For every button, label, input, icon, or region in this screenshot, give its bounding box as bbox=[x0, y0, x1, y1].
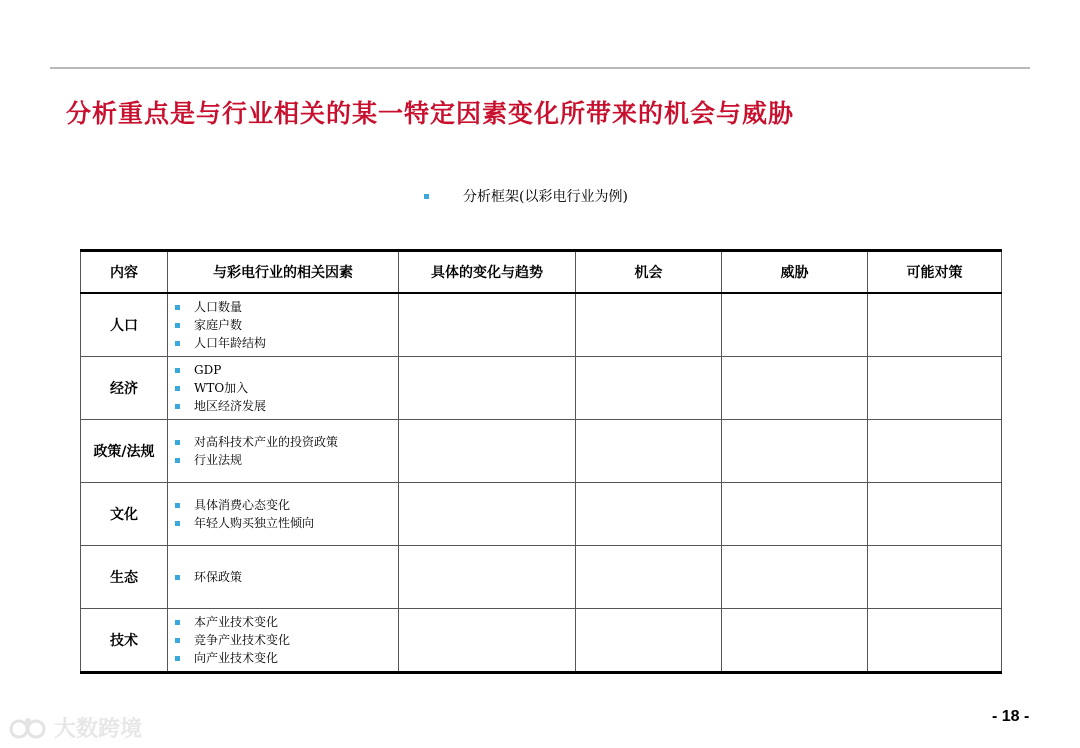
list-item bbox=[175, 568, 398, 586]
factors-cell bbox=[168, 420, 399, 483]
empty-cell bbox=[399, 483, 576, 546]
table-row bbox=[81, 546, 1002, 609]
empty-cell bbox=[576, 420, 722, 483]
empty-cell bbox=[576, 357, 722, 420]
list-item bbox=[175, 496, 398, 514]
empty-cell bbox=[399, 609, 576, 673]
factor-text: 行业法规 bbox=[194, 453, 243, 467]
factor-text: 竞争产业技术变化 bbox=[194, 633, 291, 647]
header-opportunities: 机会 bbox=[576, 251, 722, 294]
factor-text: 家庭户数 bbox=[194, 318, 243, 332]
analysis-framework-table bbox=[80, 249, 1002, 674]
list-item bbox=[175, 397, 398, 415]
row-category: 经济 bbox=[81, 357, 168, 420]
factors-cell bbox=[168, 546, 399, 609]
factor-list bbox=[168, 361, 398, 415]
list-item bbox=[175, 316, 398, 334]
empty-cell bbox=[399, 357, 576, 420]
factor-text: 地区经济发展 bbox=[194, 399, 267, 413]
square-bullet-icon bbox=[175, 386, 180, 391]
header-content: 内容 bbox=[81, 251, 168, 294]
square-bullet-icon bbox=[175, 521, 180, 526]
list-item bbox=[175, 433, 398, 451]
table-row bbox=[81, 483, 1002, 546]
list-item bbox=[175, 361, 398, 379]
page-number: - 18 - bbox=[992, 708, 1030, 725]
empty-cell bbox=[722, 483, 868, 546]
empty-cell bbox=[722, 293, 868, 357]
factor-text: GDP bbox=[194, 363, 222, 377]
factor-text: 向产业技术变化 bbox=[194, 651, 279, 665]
factor-list bbox=[168, 568, 398, 586]
square-bullet-icon bbox=[175, 575, 180, 580]
square-bullet-icon bbox=[175, 404, 180, 409]
square-bullet-icon bbox=[175, 656, 180, 661]
list-item bbox=[175, 334, 398, 352]
framework-subtitle bbox=[424, 186, 628, 206]
empty-cell bbox=[868, 546, 1002, 609]
factor-list bbox=[168, 496, 398, 532]
square-bullet-icon bbox=[175, 323, 180, 328]
factors-cell bbox=[168, 357, 399, 420]
header-changes-trends: 具体的变化与趋势 bbox=[399, 251, 576, 294]
square-bullet-icon bbox=[175, 305, 180, 310]
empty-cell bbox=[722, 357, 868, 420]
factor-text: 环保政策 bbox=[194, 570, 243, 584]
empty-cell bbox=[868, 609, 1002, 673]
factor-text: 人口数量 bbox=[194, 300, 243, 314]
factors-cell bbox=[168, 609, 399, 673]
framework-subtitle-text: 分析框架(以彩电行业为例) bbox=[463, 189, 628, 205]
watermark bbox=[8, 712, 142, 743]
factor-list bbox=[168, 298, 398, 352]
factor-text: 本产业技术变化 bbox=[194, 615, 279, 629]
square-bullet-icon bbox=[175, 341, 180, 346]
header-threats: 威胁 bbox=[722, 251, 868, 294]
list-item bbox=[175, 379, 398, 397]
square-bullet-icon bbox=[424, 194, 429, 199]
row-category: 文化 bbox=[81, 483, 168, 546]
table-row bbox=[81, 293, 1002, 357]
empty-cell bbox=[868, 293, 1002, 357]
header-related-factors: 与彩电行业的相关因素 bbox=[168, 251, 399, 294]
empty-cell bbox=[399, 293, 576, 357]
empty-cell bbox=[576, 546, 722, 609]
factors-cell bbox=[168, 293, 399, 357]
watermark-logo-icon bbox=[8, 716, 50, 740]
factors-cell bbox=[168, 483, 399, 546]
factor-text: WTO加入 bbox=[194, 381, 249, 395]
row-category: 人口 bbox=[81, 293, 168, 357]
empty-cell bbox=[576, 483, 722, 546]
factor-text: 年轻人购买独立性倾向 bbox=[194, 516, 315, 530]
list-item bbox=[175, 298, 398, 316]
row-category: 政策/法规 bbox=[81, 420, 168, 483]
factor-list bbox=[168, 433, 398, 469]
factor-text: 对高科技术产业的投资政策 bbox=[194, 435, 339, 449]
square-bullet-icon bbox=[175, 620, 180, 625]
empty-cell bbox=[722, 546, 868, 609]
empty-cell bbox=[399, 546, 576, 609]
list-item bbox=[175, 613, 398, 631]
square-bullet-icon bbox=[175, 458, 180, 463]
factor-text: 具体消费心态变化 bbox=[194, 498, 291, 512]
square-bullet-icon bbox=[175, 638, 180, 643]
empty-cell bbox=[868, 357, 1002, 420]
square-bullet-icon bbox=[175, 368, 180, 373]
table-row bbox=[81, 357, 1002, 420]
empty-cell bbox=[868, 420, 1002, 483]
slide-title: 分析重点是与行业相关的某一特定因素变化所带来的机会与威胁 bbox=[66, 99, 795, 128]
empty-cell bbox=[576, 293, 722, 357]
list-item bbox=[175, 631, 398, 649]
empty-cell bbox=[399, 420, 576, 483]
table-row bbox=[81, 609, 1002, 673]
square-bullet-icon bbox=[175, 440, 180, 445]
list-item bbox=[175, 649, 398, 667]
header-countermeasures: 可能对策 bbox=[868, 251, 1002, 294]
empty-cell bbox=[722, 420, 868, 483]
empty-cell bbox=[868, 483, 1002, 546]
row-category: 技术 bbox=[81, 609, 168, 673]
factor-text: 人口年龄结构 bbox=[194, 336, 267, 350]
square-bullet-icon bbox=[175, 503, 180, 508]
table-header-row bbox=[81, 251, 1002, 294]
list-item bbox=[175, 514, 398, 532]
empty-cell bbox=[722, 609, 868, 673]
row-category: 生态 bbox=[81, 546, 168, 609]
factor-list bbox=[168, 613, 398, 667]
list-item bbox=[175, 451, 398, 469]
table-row bbox=[81, 420, 1002, 483]
watermark-text: 大数跨境 bbox=[54, 717, 143, 742]
empty-cell bbox=[576, 609, 722, 673]
top-divider bbox=[50, 67, 1030, 69]
